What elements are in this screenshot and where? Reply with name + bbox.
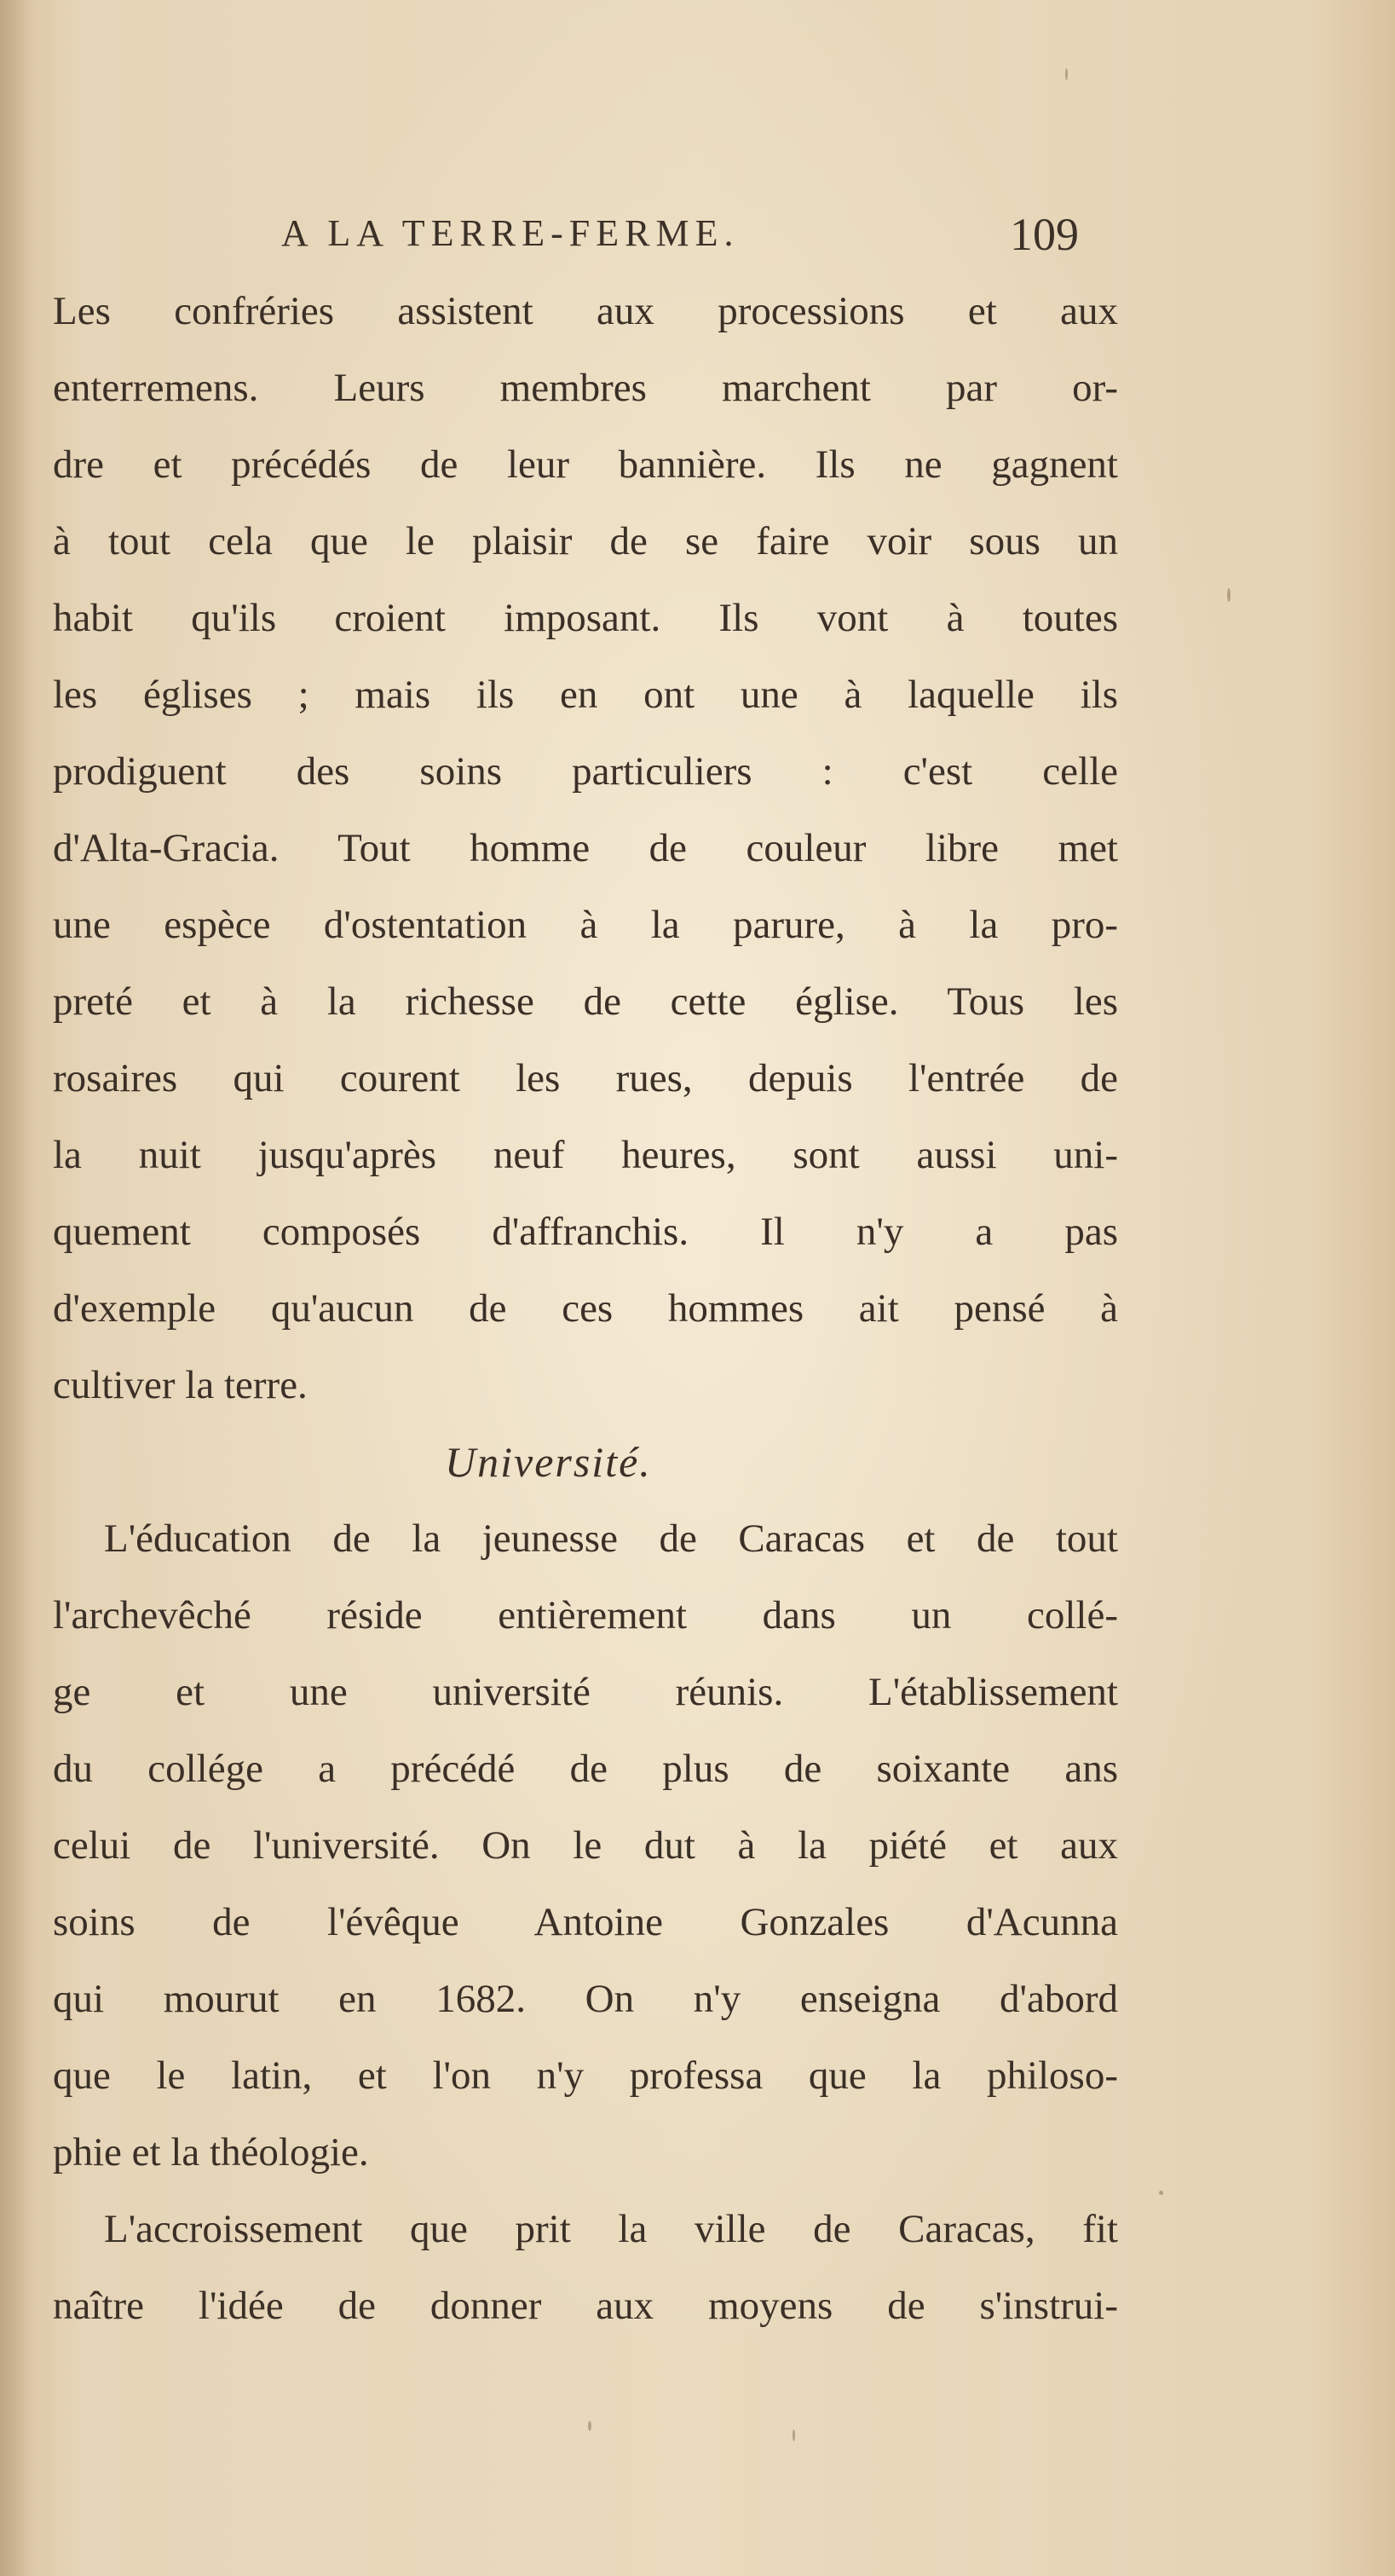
running-head: A LA TERRE-FERME. xyxy=(281,212,740,254)
text-line: prodiguent des soins particuliers : c'est celle xyxy=(53,749,1118,794)
text-line: L'accroissement que prit la ville de Caracas, fit xyxy=(104,2207,1118,2251)
paragraph-1 xyxy=(53,273,1118,1424)
text-line: d'Alta-Gracia. Tout homme de couleur libre met xyxy=(53,826,1118,870)
text-line: cultiver la terre. xyxy=(53,1363,308,1407)
text-line: celui de l'université. On le dut à la piété et aux xyxy=(53,1823,1118,1868)
text-line: les églises ; mais ils en ont une à laquelle ils xyxy=(53,673,1118,717)
paper-speck xyxy=(1227,588,1231,602)
paper-speck xyxy=(793,2429,795,2441)
text-line: quement composés d'affranchis. Il n'y a pas xyxy=(53,1210,1118,1254)
text-line: enterremens. Leurs membres marchent par or- xyxy=(53,366,1118,410)
text-line: Les confréries assistent aux processions et aux xyxy=(53,289,1118,333)
text-line: à tout cela que le plaisir de se faire voir sous un xyxy=(53,519,1118,563)
text-line: la nuit jusqu'après neuf heures, sont aussi uni- xyxy=(53,1133,1118,1177)
text-line: d'exemple qu'aucun de ces hommes ait pensé à xyxy=(53,1286,1118,1331)
body-text xyxy=(53,273,1118,2344)
text-line: soins de l'évêque Antoine Gonzales d'Acunna xyxy=(53,1900,1118,1944)
paper-speck xyxy=(588,2421,591,2431)
text-line: preté et à la richesse de cette église. Tous les xyxy=(53,979,1118,1024)
paper-speck xyxy=(1065,68,1068,80)
text-line: l'archevêché réside entièrement dans un collé- xyxy=(53,1593,1118,1637)
paragraph-2 xyxy=(53,1500,1118,2191)
page-number: 109 xyxy=(1010,209,1079,260)
text-line: phie et la théologie. xyxy=(53,2130,369,2175)
text-line: habit qu'ils croient imposant. Ils vont à toutes xyxy=(53,596,1118,640)
text-line: du collége a précédé de plus de soixante ans xyxy=(53,1747,1118,1791)
section-title: Université. xyxy=(445,1438,652,1486)
text-line: que le latin, et l'on n'y professa que la philoso- xyxy=(53,2053,1118,2098)
text-line: naître l'idée de donner aux moyens de s'instrui- xyxy=(53,2284,1118,2328)
text-line: dre et précédés de leur bannière. Ils ne gagnent xyxy=(53,442,1118,487)
text-line: qui mourut en 1682. On n'y enseigna d'abord xyxy=(53,1977,1118,2021)
text-line: L'éducation de la jeunesse de Caracas et de tout xyxy=(104,1516,1118,1561)
text-line: ge et une université réunis. L'établissement xyxy=(53,1670,1118,1714)
page-gutter-shadow xyxy=(0,0,34,2576)
text-line: rosaires qui courent les rues, depuis l'entrée de xyxy=(53,1056,1118,1100)
paper-speck xyxy=(1159,2191,1163,2195)
text-line: une espèce d'ostentation à la parure, à la pro- xyxy=(53,903,1118,947)
page-header xyxy=(281,211,1133,271)
paragraph-3 xyxy=(53,2191,1118,2344)
